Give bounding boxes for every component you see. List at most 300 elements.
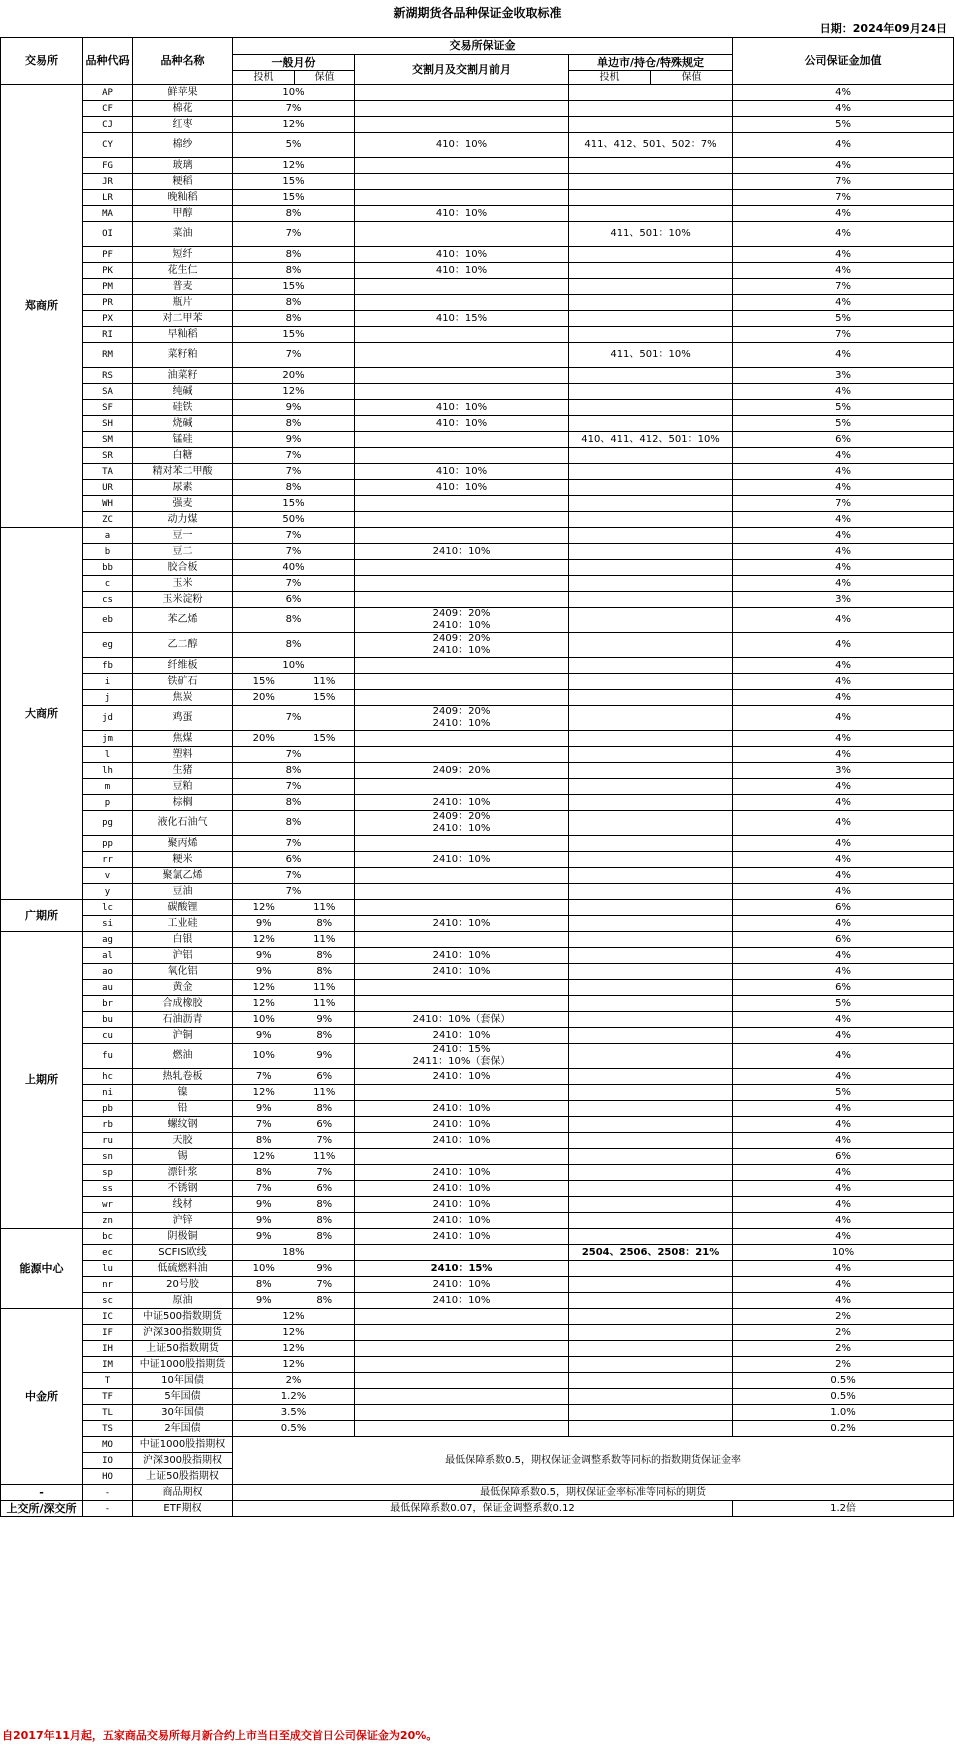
hedge-cell: 11% (295, 980, 355, 996)
company-add-cell: 3% (733, 763, 954, 779)
special-cell (569, 932, 733, 948)
company-add-cell: 1.2倍 (733, 1501, 954, 1517)
commodity-option-note-cell: 最低保障系数0.5，期权保证金率标准等同标的期货 (233, 1485, 954, 1501)
code-cell: AP (83, 85, 133, 101)
name-cell: 中证1000股指期货 (133, 1357, 233, 1373)
company-add-cell: 4% (733, 811, 954, 836)
special-cell (569, 884, 733, 900)
company-add-cell: 4% (733, 836, 954, 852)
special-cell: 411、501：10% (569, 222, 733, 247)
speculation-cell: 9% (233, 964, 295, 980)
table-row (1, 948, 954, 964)
name-cell: 沪铝 (133, 948, 233, 964)
table-row (1, 101, 954, 117)
company-add-cell: 5% (733, 117, 954, 133)
code-cell: PM (83, 279, 133, 295)
special-cell (569, 1133, 733, 1149)
name-cell: 塑料 (133, 747, 233, 763)
delivery-cell (355, 1405, 569, 1421)
company-add-cell: 5% (733, 311, 954, 327)
delivery-cell: 2409：20% (355, 763, 569, 779)
delivery-cell (355, 528, 569, 544)
hedge-cell: 8% (295, 1028, 355, 1044)
delivery-cell: 2410：10% (355, 1117, 569, 1133)
code-cell: pb (83, 1101, 133, 1117)
speculation-cell: 15% (233, 674, 295, 690)
delivery-cell (355, 496, 569, 512)
special-cell (569, 633, 733, 658)
special-cell (569, 368, 733, 384)
name-cell: 对二甲苯 (133, 311, 233, 327)
company-add-cell: 4% (733, 731, 954, 747)
special-cell (569, 996, 733, 1012)
delivery-cell: 2410：10% (355, 964, 569, 980)
table-row (1, 480, 954, 496)
footer-note: 自2017年11月起，五家商品交易所每月新合约上市当日至成交首日公司保证金为20%。 (2, 1729, 438, 1742)
general-margin-cell: 8% (233, 608, 355, 633)
table-row (1, 560, 954, 576)
company-add-cell: 4% (733, 1293, 954, 1309)
special-cell (569, 480, 733, 496)
company-add-cell: 4% (733, 101, 954, 117)
general-margin-cell: 7% (233, 884, 355, 900)
name-cell: 中证500指数期货 (133, 1309, 233, 1325)
company-add-cell: 6% (733, 900, 954, 916)
company-add-cell: 4% (733, 576, 954, 592)
code-cell: FG (83, 158, 133, 174)
code-cell: TL (83, 1405, 133, 1421)
delivery-cell: 2410：10% (355, 1101, 569, 1117)
name-cell: 20号胶 (133, 1277, 233, 1293)
general-margin-cell: 7% (233, 576, 355, 592)
company-add-cell: 4% (733, 1133, 954, 1149)
table-row (1, 795, 954, 811)
table-row (1, 206, 954, 222)
hedge-cell: 15% (295, 731, 355, 747)
name-cell: 晚籼稻 (133, 190, 233, 206)
general-margin-cell: 5% (233, 133, 355, 158)
general-margin-cell: 40% (233, 560, 355, 576)
general-margin-cell: 15% (233, 327, 355, 343)
table-row (1, 1309, 954, 1325)
table-row (1, 311, 954, 327)
header-name: 品种名称 (133, 38, 233, 85)
general-margin-cell: 20% (233, 368, 355, 384)
speculation-cell: 8% (233, 1133, 295, 1149)
general-margin-cell: 8% (233, 311, 355, 327)
code-cell: ru (83, 1133, 133, 1149)
delivery-cell (355, 560, 569, 576)
delivery-cell (355, 706, 569, 731)
speculation-cell: 12% (233, 1149, 295, 1165)
special-cell (569, 101, 733, 117)
delivery-cell (355, 747, 569, 763)
company-add-cell: 7% (733, 190, 954, 206)
table-row (1, 117, 954, 133)
code-cell: PR (83, 295, 133, 311)
special-cell (569, 706, 733, 731)
name-cell: 聚丙烯 (133, 836, 233, 852)
code-cell: l (83, 747, 133, 763)
code-cell: - (83, 1485, 133, 1501)
delivery-cell: 410：10% (355, 206, 569, 222)
general-margin-cell: 0.5% (233, 1421, 355, 1437)
code-cell: ag (83, 932, 133, 948)
code-cell: au (83, 980, 133, 996)
exchange-cell: 中金所 (1, 1309, 83, 1485)
delivery-cell: 2410：10% (355, 1181, 569, 1197)
delivery-cell (355, 432, 569, 448)
general-margin-cell: 8% (233, 480, 355, 496)
delivery-cell: 2410：10% (355, 1069, 569, 1085)
general-margin-cell: 8% (233, 247, 355, 263)
delivery-cell (355, 608, 569, 633)
speculation-cell: 10% (233, 1261, 295, 1277)
name-cell: 豆一 (133, 528, 233, 544)
hedge-cell: 7% (295, 1133, 355, 1149)
company-add-cell: 4% (733, 868, 954, 884)
delivery-cell: 2410：10% (355, 916, 569, 932)
table-row (1, 779, 954, 795)
special-cell: 411、412、501、502：7% (569, 133, 733, 158)
name-cell: 纯碱 (133, 384, 233, 400)
table-row (1, 811, 954, 836)
table-row (1, 1245, 954, 1261)
special-cell (569, 1149, 733, 1165)
name-cell: 商品期权 (133, 1485, 233, 1501)
table-row (1, 1437, 954, 1453)
company-add-cell: 4% (733, 706, 954, 731)
name-cell: 玉米淀粉 (133, 592, 233, 608)
special-cell (569, 948, 733, 964)
special-cell (569, 279, 733, 295)
company-add-cell: 4% (733, 528, 954, 544)
table-row (1, 1341, 954, 1357)
table-row (1, 1421, 954, 1437)
company-add-cell: 4% (733, 916, 954, 932)
code-cell: TF (83, 1389, 133, 1405)
special-cell (569, 1293, 733, 1309)
special-cell (569, 1165, 733, 1181)
code-cell: wr (83, 1197, 133, 1213)
special-cell (569, 1389, 733, 1405)
table-row (1, 85, 954, 101)
general-margin-cell: 6% (233, 592, 355, 608)
code-cell: eg (83, 633, 133, 658)
code-cell: ec (83, 1245, 133, 1261)
special-cell (569, 779, 733, 795)
delivery-cell (355, 158, 569, 174)
name-cell: 焦炭 (133, 690, 233, 706)
special-cell (569, 690, 733, 706)
code-cell: LR (83, 190, 133, 206)
special-cell (569, 1213, 733, 1229)
code-cell: HO (83, 1469, 133, 1485)
name-cell: 螺纹钢 (133, 1117, 233, 1133)
delivery-line: 2409：20% (432, 608, 491, 619)
table-row (1, 512, 954, 528)
name-cell: 天胶 (133, 1133, 233, 1149)
delivery-cell: 2410：15% (355, 1261, 569, 1277)
table-row (1, 400, 954, 416)
name-cell: SCFIS欧线 (133, 1245, 233, 1261)
general-margin-cell: 18% (233, 1245, 355, 1261)
general-margin-cell: 8% (233, 811, 355, 836)
exchange-cell: 能源中心 (1, 1229, 83, 1309)
table-row (1, 576, 954, 592)
code-cell: lh (83, 763, 133, 779)
table-row (1, 674, 954, 690)
speculation-cell: 12% (233, 932, 295, 948)
delivery-cell: 2410：10% (355, 1229, 569, 1245)
name-cell: 玉米 (133, 576, 233, 592)
general-margin-cell: 10% (233, 85, 355, 101)
name-cell: 中证1000股指期权 (133, 1437, 233, 1453)
special-cell (569, 247, 733, 263)
general-margin-cell: 8% (233, 206, 355, 222)
special-cell (569, 1069, 733, 1085)
company-add-cell: 3% (733, 368, 954, 384)
general-margin-cell: 2% (233, 1373, 355, 1389)
table-row (1, 1293, 954, 1309)
general-margin-cell: 9% (233, 400, 355, 416)
speculation-cell: 10% (233, 1044, 295, 1069)
code-cell: pg (83, 811, 133, 836)
code-cell: PX (83, 311, 133, 327)
company-add-cell: 5% (733, 400, 954, 416)
special-cell (569, 1277, 733, 1293)
delivery-cell (355, 1357, 569, 1373)
table-row (1, 1133, 954, 1149)
delivery-cell (355, 884, 569, 900)
special-cell (569, 1229, 733, 1245)
delivery-line: 2409：20% (432, 811, 491, 822)
code-cell: jm (83, 731, 133, 747)
company-add-cell: 0.5% (733, 1373, 954, 1389)
table-row (1, 343, 954, 368)
table-row (1, 1325, 954, 1341)
delivery-cell (355, 448, 569, 464)
special-cell (569, 295, 733, 311)
delivery-cell (355, 731, 569, 747)
code-cell: m (83, 779, 133, 795)
company-add-cell: 4% (733, 779, 954, 795)
delivery-cell: 2410：10% (355, 1165, 569, 1181)
general-margin-cell: 7% (233, 448, 355, 464)
name-cell: 碳酸锂 (133, 900, 233, 916)
special-cell (569, 1309, 733, 1325)
delivery-cell (355, 343, 569, 368)
delivery-cell (355, 658, 569, 674)
table-row (1, 158, 954, 174)
delivery-cell (355, 980, 569, 996)
delivery-cell: 410：10% (355, 263, 569, 279)
header-special-hedge: 保值 (651, 71, 733, 85)
delivery-cell (355, 868, 569, 884)
table-row (1, 464, 954, 480)
company-add-cell: 7% (733, 279, 954, 295)
header-exchange: 交易所 (1, 38, 83, 85)
special-cell (569, 158, 733, 174)
code-cell: ZC (83, 512, 133, 528)
code-cell: SH (83, 416, 133, 432)
general-margin-cell: 15% (233, 496, 355, 512)
delivery-cell (355, 222, 569, 247)
code-cell: IF (83, 1325, 133, 1341)
delivery-cell (355, 1389, 569, 1405)
table-row (1, 1117, 954, 1133)
code-cell: rb (83, 1117, 133, 1133)
code-cell: RM (83, 343, 133, 368)
company-add-cell: 4% (733, 884, 954, 900)
name-cell: 鸡蛋 (133, 706, 233, 731)
special-cell (569, 868, 733, 884)
company-add-cell: 2% (733, 1341, 954, 1357)
hedge-cell: 8% (295, 964, 355, 980)
name-cell: 阴极铜 (133, 1229, 233, 1245)
general-margin-cell: 7% (233, 222, 355, 247)
company-add-cell: 4% (733, 1213, 954, 1229)
general-margin-cell: 1.2% (233, 1389, 355, 1405)
general-margin-cell: 12% (233, 1357, 355, 1373)
special-cell (569, 190, 733, 206)
exchange-cell: 大商所 (1, 528, 83, 900)
special-cell (569, 658, 733, 674)
company-add-cell: 4% (733, 1277, 954, 1293)
delivery-cell: 2410：10% (355, 1277, 569, 1293)
hedge-cell: 15% (295, 690, 355, 706)
general-margin-cell: 6% (233, 852, 355, 868)
company-add-cell: 4% (733, 222, 954, 247)
table-row (1, 1012, 954, 1028)
header-general-month: 一般月份 (233, 55, 355, 71)
special-cell (569, 464, 733, 480)
special-cell (569, 206, 733, 222)
delivery-cell (355, 932, 569, 948)
delivery-line: 2410：10% (432, 823, 491, 834)
delivery-cell: 410：10% (355, 400, 569, 416)
special-cell (569, 1117, 733, 1133)
delivery-line: 2409：20% (432, 633, 491, 644)
company-add-cell: 2% (733, 1309, 954, 1325)
code-cell: MO (83, 1437, 133, 1453)
delivery-cell: 2410：10% (355, 544, 569, 560)
special-cell (569, 528, 733, 544)
name-cell: 黄金 (133, 980, 233, 996)
name-cell: 镍 (133, 1085, 233, 1101)
table-row (1, 763, 954, 779)
table-row (1, 980, 954, 996)
delivery-cell: 410：10% (355, 464, 569, 480)
name-cell: 锰硅 (133, 432, 233, 448)
table-row (1, 448, 954, 464)
code-cell: CY (83, 133, 133, 158)
hedge-cell: 6% (295, 1181, 355, 1197)
special-cell (569, 1357, 733, 1373)
hedge-cell: 6% (295, 1117, 355, 1133)
table-row (1, 690, 954, 706)
code-cell: rr (83, 852, 133, 868)
delivery-cell (355, 368, 569, 384)
code-cell: IH (83, 1341, 133, 1357)
company-add-cell: 1.0% (733, 1405, 954, 1421)
speculation-cell: 9% (233, 916, 295, 932)
speculation-cell: 12% (233, 980, 295, 996)
delivery-cell (355, 384, 569, 400)
name-cell: 早籼稻 (133, 327, 233, 343)
special-cell (569, 795, 733, 811)
company-add-cell: 4% (733, 448, 954, 464)
code-cell: JR (83, 174, 133, 190)
special-cell (569, 174, 733, 190)
delivery-cell (355, 1044, 569, 1069)
table-row (1, 932, 954, 948)
table-row (1, 1373, 954, 1389)
speculation-cell: 20% (233, 731, 295, 747)
table-row (1, 1069, 954, 1085)
company-add-cell: 4% (733, 674, 954, 690)
general-margin-cell: 8% (233, 633, 355, 658)
name-cell: 低硫燃料油 (133, 1261, 233, 1277)
table-row (1, 1229, 954, 1245)
name-cell: 燃油 (133, 1044, 233, 1069)
name-cell: 30年国债 (133, 1405, 233, 1421)
speculation-cell: 9% (233, 1213, 295, 1229)
hedge-cell: 8% (295, 1229, 355, 1245)
name-cell: 上证50指数期货 (133, 1341, 233, 1357)
company-add-cell: 5% (733, 1085, 954, 1101)
name-cell: 菜油 (133, 222, 233, 247)
company-add-cell: 4% (733, 295, 954, 311)
company-add-cell: 0.2% (733, 1421, 954, 1437)
delivery-line: 2410：15% (432, 1044, 491, 1055)
special-cell: 411、501：10% (569, 343, 733, 368)
table-row (1, 900, 954, 916)
company-add-cell: 4% (733, 85, 954, 101)
special-cell (569, 544, 733, 560)
table-row (1, 916, 954, 932)
name-cell: 沪深300股指期权 (133, 1453, 233, 1469)
delivery-cell (355, 1309, 569, 1325)
special-cell (569, 980, 733, 996)
code-cell: y (83, 884, 133, 900)
table-row (1, 608, 954, 633)
general-margin-cell: 50% (233, 512, 355, 528)
page-title: 新湖期货各品种保证金收取标准 (393, 6, 562, 20)
code-cell: br (83, 996, 133, 1012)
hedge-cell: 8% (295, 1197, 355, 1213)
hedge-cell: 11% (295, 674, 355, 690)
hedge-cell: 8% (295, 1101, 355, 1117)
code-cell: CJ (83, 117, 133, 133)
special-cell: 2504、2506、2508：21% (569, 1245, 733, 1261)
special-cell (569, 384, 733, 400)
name-cell: 花生仁 (133, 263, 233, 279)
table-row (1, 706, 954, 731)
hedge-cell: 7% (295, 1165, 355, 1181)
table-row (1, 133, 954, 158)
hedge-cell: 6% (295, 1069, 355, 1085)
special-cell (569, 1197, 733, 1213)
company-add-cell: 7% (733, 496, 954, 512)
special-cell (569, 327, 733, 343)
general-margin-cell: 7% (233, 101, 355, 117)
table-row (1, 1485, 954, 1501)
name-cell: 锡 (133, 1149, 233, 1165)
name-cell: 豆二 (133, 544, 233, 560)
company-add-cell: 4% (733, 560, 954, 576)
code-cell: fb (83, 658, 133, 674)
